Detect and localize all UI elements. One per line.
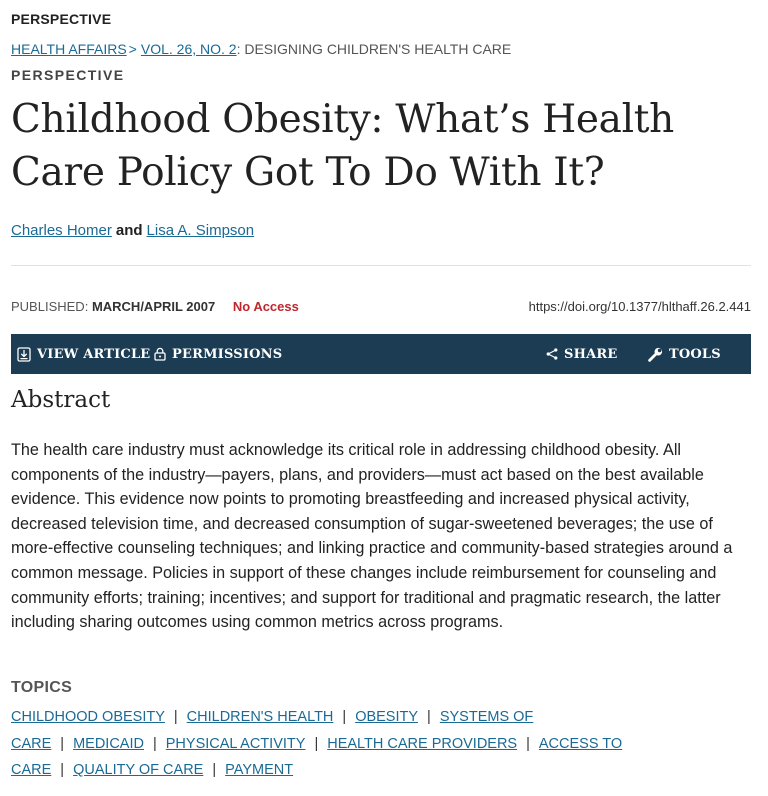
download-document-icon (17, 347, 37, 362)
topic-link-physical-activity[interactable]: PHYSICAL ACTIVITY (165, 735, 306, 752)
topics-list (11, 704, 651, 784)
breadcrumb-issue-title: : DESIGNING CHILDREN'S HEALTH CARE (236, 41, 512, 57)
share-button[interactable] (546, 334, 617, 374)
tools-button[interactable] (648, 334, 721, 374)
publication-info (11, 299, 751, 314)
wrench-icon (648, 347, 669, 362)
topic-link-systems-of-care[interactable]: SYSTEMS OF CARE (11, 709, 534, 752)
share-label: SHARE (564, 346, 618, 362)
article-toolbar (11, 334, 751, 374)
section-label: PERSPECTIVE (11, 11, 112, 27)
topic-link-childrens-health[interactable]: CHILDREN'S HEALTH (186, 709, 334, 725)
tools-label: TOOLS (669, 346, 721, 362)
topic-separator: | (212, 762, 217, 778)
access-status-badge: No Access (232, 299, 299, 314)
published-label: PUBLISHED: (11, 299, 89, 314)
topic-separator: | (60, 735, 65, 752)
topic-separator: | (427, 709, 431, 725)
topic-separator: | (152, 735, 157, 752)
topic-link-obesity[interactable]: OBESITY (355, 709, 419, 725)
permissions-button[interactable] (154, 334, 282, 374)
topic-link-access-to-care[interactable]: ACCESS TO CARE (11, 735, 623, 778)
breadcrumb-issue-link[interactable]: VOL. 26, NO. 2 (140, 41, 237, 57)
topic-link-quality-of-care[interactable]: QUALITY OF CARE (73, 762, 204, 778)
breadcrumb-journal-link[interactable]: HEALTH AFFAIRS (11, 41, 127, 57)
divider (11, 265, 751, 266)
topic-link-childhood-obesity[interactable]: CHILDHOOD OBESITY (11, 709, 165, 725)
view-article-label: VIEW ARTICLE (37, 346, 151, 362)
topic-separator: | (173, 709, 178, 725)
view-article-button[interactable] (17, 334, 150, 374)
author-link-lisa-simpson[interactable]: Lisa A. Simpson (146, 222, 255, 239)
article-type-label: PERSPECTIVE (11, 67, 125, 83)
article-title: Childhood Obesity: What’s Health Care Policy Got To Do With It? (11, 97, 674, 195)
author-link-charles-homer[interactable]: Charles Homer (11, 222, 112, 239)
topic-link-payment[interactable]: PAYMENT (225, 762, 294, 778)
published-date: MARCH/APRIL 2007 (91, 299, 216, 314)
breadcrumb (11, 41, 511, 57)
abstract-text: The health care industry must acknowledge its critical role in addressing childhood obesity. All components of the industry—payers, plans, and providers—must act based on the best available evidence. This evidence now points to promoting breastfeeding and increased physical activity, decreased television time, and decreased consumption of sugar-sweetened beverages; the use of more-effective counseling techniques; and linking practice and community-based strategies around a common message. Policies in support of these changes include reimbursement for counseling and community efforts; training; incentives; and support for traditional and pragmatic research, the latter including sharing outcomes using common metrics across programs. (11, 441, 733, 632)
share-icon (546, 348, 564, 360)
topic-link-medicaid[interactable]: MEDICAID (73, 735, 144, 752)
topic-link-health-care-providers[interactable]: HEALTH CARE PROVIDERS (327, 735, 518, 752)
breadcrumb-separator: > (128, 41, 137, 57)
doi-link[interactable]: https://doi.org/10.1377/hlthaff.26.2.441 (528, 299, 751, 314)
topics-heading: TOPICS (11, 679, 73, 696)
permissions-label: PERMISSIONS (172, 346, 283, 362)
topic-separator: | (60, 762, 65, 778)
topic-separator: | (526, 735, 530, 752)
abstract-heading: Abstract (11, 387, 111, 413)
topic-separator: | (342, 709, 347, 725)
topic-separator: | (314, 735, 319, 752)
lock-icon (154, 347, 172, 361)
author-list (11, 222, 254, 239)
author-conjunction: and (115, 222, 143, 239)
